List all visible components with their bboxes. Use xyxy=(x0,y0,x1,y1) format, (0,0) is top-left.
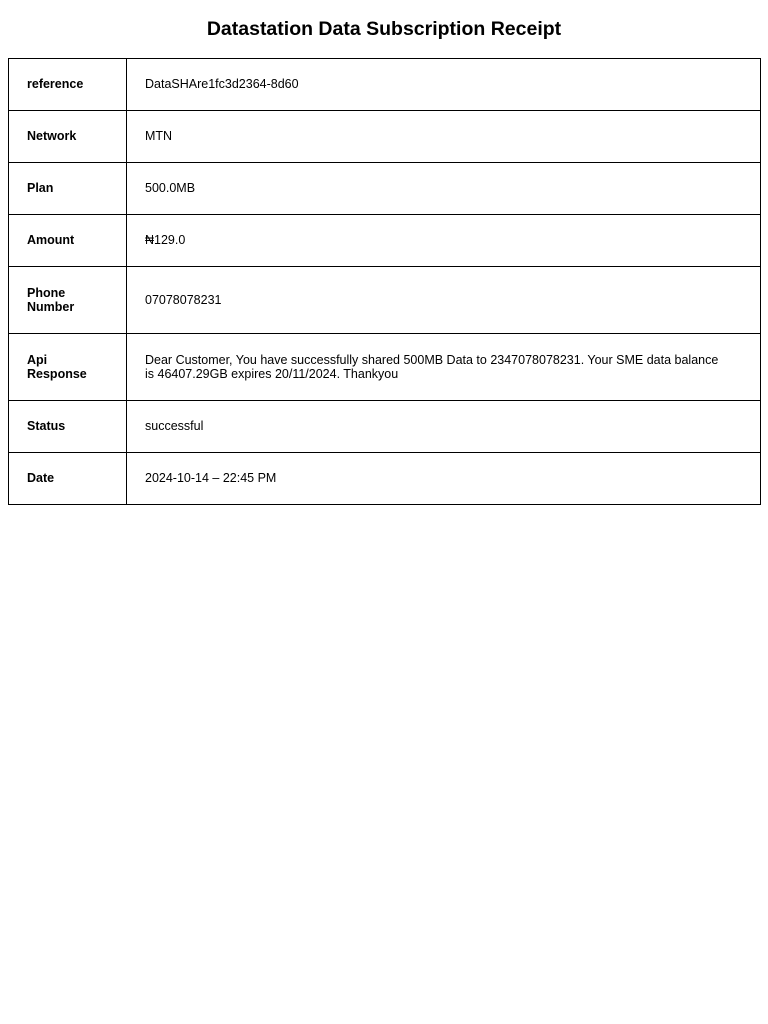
api-response-value: Dear Customer, You have successfully shared 500MB Data to 2347078078231. Your SME data balance is 46407.29GB expires 20/11/2024. Thankyou xyxy=(127,334,761,401)
receipt-title: Datastation Data Subscription Receipt xyxy=(206,18,562,40)
date-value: 2024-10-14 – 22:45 PM xyxy=(127,453,761,505)
phone-number-value: 07078078231 xyxy=(127,267,761,334)
reference-value: DataSHAre1fc3d2364-8d60 xyxy=(127,59,761,111)
receipt-row-phone-number xyxy=(9,267,761,334)
plan-value: 500.0MB xyxy=(127,163,761,215)
receipt-row-plan xyxy=(9,163,761,215)
reference-label: reference xyxy=(9,59,127,111)
network-label: Network xyxy=(9,111,127,163)
plan-label: Plan xyxy=(9,163,127,215)
receipt-row-amount xyxy=(9,215,761,267)
receipt-table xyxy=(8,58,761,505)
receipt-row-reference xyxy=(9,59,761,111)
amount-label: Amount xyxy=(9,215,127,267)
date-label: Date xyxy=(9,453,127,505)
receipt-row-status xyxy=(9,401,761,453)
receipt-row-date xyxy=(9,453,761,505)
receipt-row-api-response xyxy=(9,334,761,401)
receipt-row-network xyxy=(9,111,761,163)
status-value: successful xyxy=(127,401,761,453)
phone-number-label: Phone Number xyxy=(9,267,127,334)
amount-value: ₦129.0 xyxy=(127,215,761,267)
network-value: MTN xyxy=(127,111,761,163)
status-label: Status xyxy=(9,401,127,453)
api-response-label: Api Response xyxy=(9,334,127,401)
